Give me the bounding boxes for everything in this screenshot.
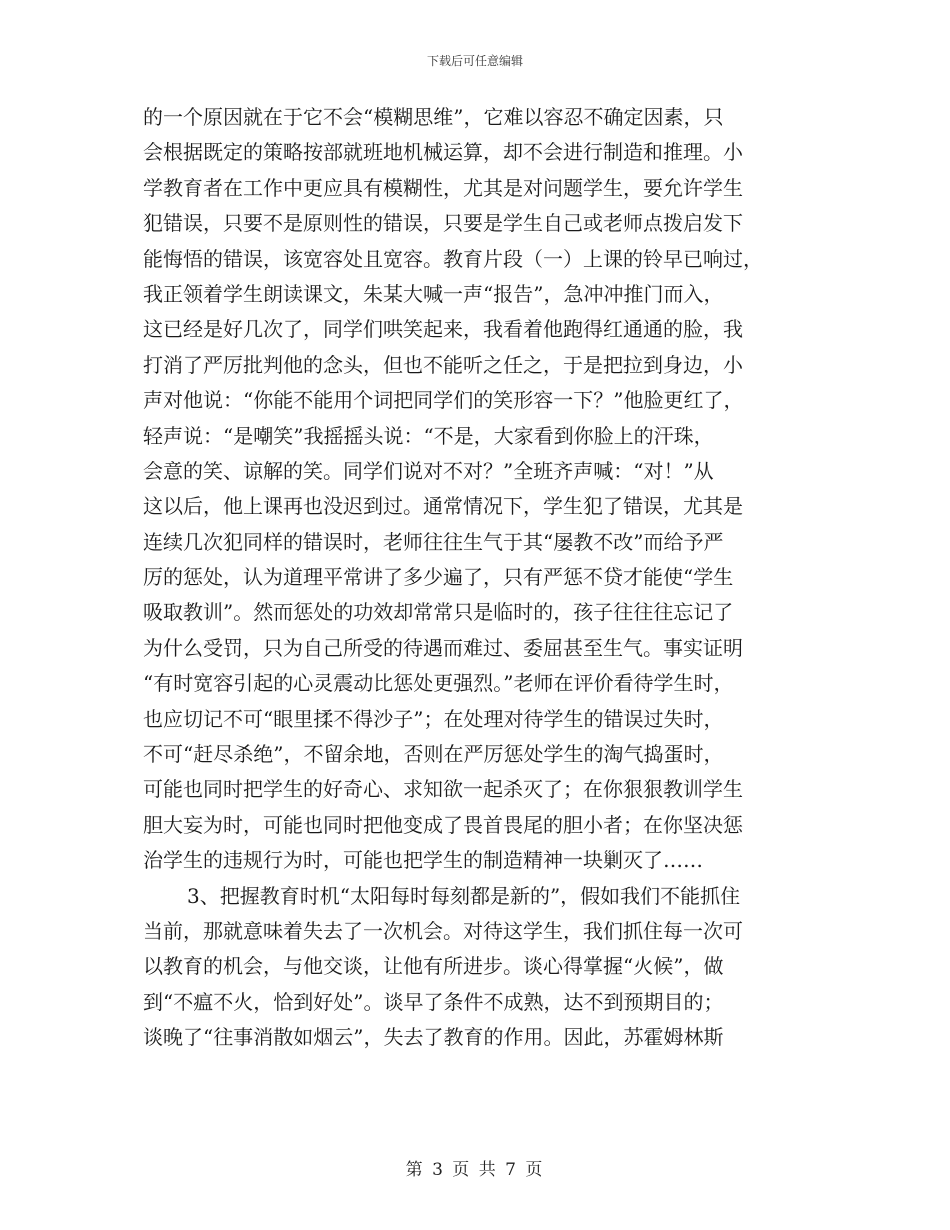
text-line: 学教育者在工作中更应具有模糊性，尤其是对问题学生，要允许学生	[143, 175, 743, 200]
text-line: 的一个原因就在于它不会“模糊思维”，它难以容忍不确定因素，只	[143, 105, 724, 129]
text-line: 可能也同时把学生的好奇心、求知欲一起杀灭了；在你狠狠教训学生	[143, 777, 743, 802]
text-line: 谈晚了“往事消散如烟云”，失去了教育的作用。因此，苏霍姆林斯	[143, 1025, 724, 1050]
text-line: 为什么受罚，只为自己所受的待遇而难过、委屈甚至生气。事实证明	[143, 635, 743, 660]
text-line: 治学生的违规行为时，可能也把学生的制造精神一块剿灭了……	[143, 848, 703, 873]
text-line: 这已经是好几次了，同学们哄笑起来，我看着他跑得红通通的脸，我	[143, 317, 743, 342]
text-line: “有时宽容引起的心灵震动比惩处更强烈。”老师在评价看待学生时，	[143, 671, 734, 696]
text-line: 这以后，他上课再也没迟到过。通常情况下，学生犯了错误，尤其是	[143, 494, 743, 519]
page-number-footer: 第 3 页 共 7 页	[405, 1160, 545, 1180]
text-line: 打消了严厉批判他的念头，但也不能听之任之，于是把拉到身边，小	[143, 352, 743, 377]
text-line: 以教育的机会，与他交谈，让他有所进步。谈心得掌握“火候”，做	[143, 954, 724, 979]
text-line: 我正领着学生朗读课文，朱某大喊一声“报告”，急冲冲推门而入，	[143, 281, 724, 306]
text-line: 会根据既定的策略按部就班地机械运算，却不会进行制造和推理。小	[143, 140, 743, 165]
text-line: 声对他说：“你能不能用个词把同学们的笑形容一下？”他脸更红了，	[143, 388, 744, 413]
text-line: 轻声说：“是嘲笑”我摇摇头说：“不是，大家看到你脸上的汗珠，	[143, 423, 714, 448]
text-line: 会意的笑、谅解的笑。同学们说对不对？”全班齐声喊：“对！”从	[143, 458, 714, 483]
paragraph-start-line: 3、把握教育时机“太阳每时每刻都是新的”，假如我们不能抓住	[187, 883, 741, 908]
text-line: 到“不瘟不火，恰到好处”。谈早了条件不成熟，达不到预期目的；	[143, 989, 724, 1014]
text-line: 胆大妄为时，可能也同时把他变成了畏首畏尾的胆小者；在你坚决惩	[143, 812, 743, 837]
document-body	[143, 100, 813, 1056]
text-line: 厉的惩处，认为道理平常讲了多少遍了，只有严惩不贷才能使“学生	[143, 565, 734, 590]
page-header: 下载后可任意编辑	[426, 54, 523, 68]
text-line: 不可“赶尽杀绝”，不留余地，否则在严厉惩处学生的淘气捣蛋时，	[143, 742, 724, 767]
text-line: 犯错误，只要不是原则性的错误，只要是学生自己或老师点拨启发下	[143, 211, 743, 236]
text-line: 也应切记不可“眼里揉不得沙子”；在处理对待学生的错误过失时，	[143, 706, 724, 731]
text-line: 连续几次犯同样的错误时，老师往往生气于其“屡教不改”而给予严	[143, 529, 724, 554]
text-line: 能悔悟的错误，该宽容处且宽容。教育片段（一）上课的铃早已响过，	[143, 246, 763, 271]
text-line: 吸取教训”。然而惩处的功效却常常只是临时的，孩子往往往忘记了	[143, 600, 734, 625]
text-line: 当前，那就意味着失去了一次机会。对待这学生，我们抓住每一次可	[143, 918, 743, 943]
